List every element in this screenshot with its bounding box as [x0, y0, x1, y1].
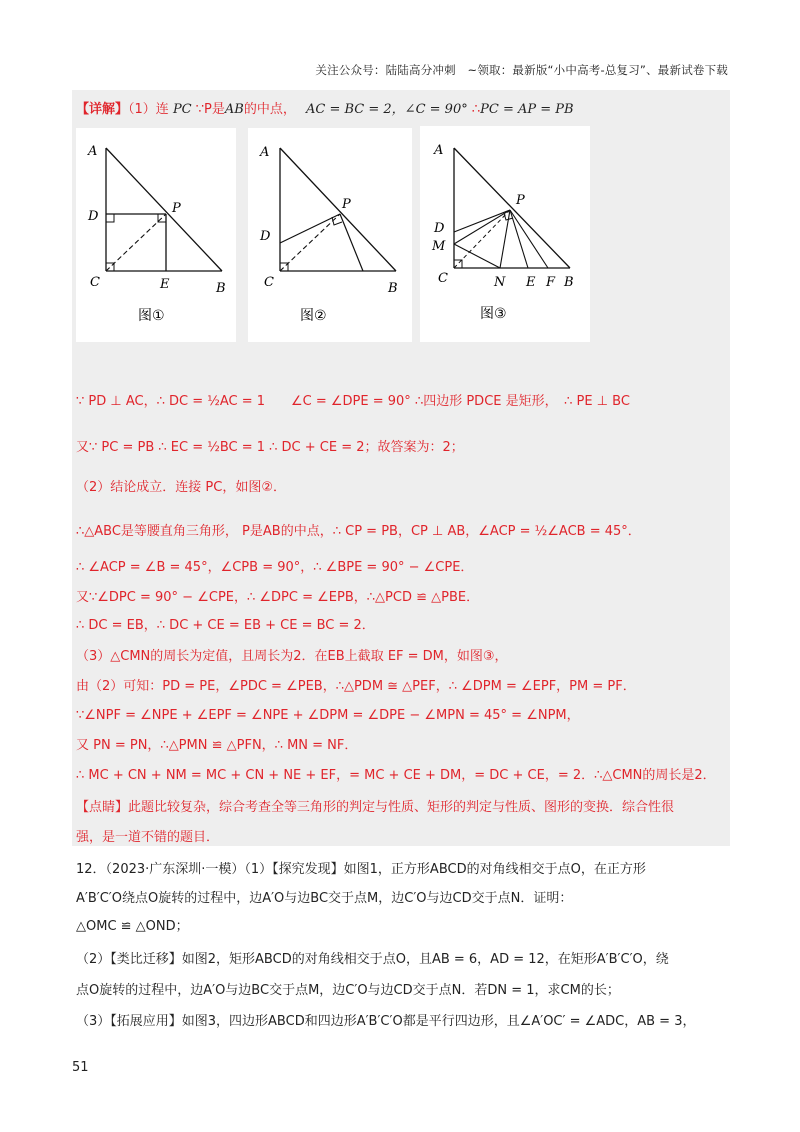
solution-line-9: （3）△CMN的周长为定值，且周长为2．在EB上截取 EF = DM，如图③，: [76, 649, 508, 664]
fig1-label-E: E: [160, 277, 170, 292]
figure-1: [76, 128, 236, 342]
solution-line-6: ∴ ∠ACP = ∠B = 45°，∠CPB = 90°，∴ ∠BPE = 90° − ∠CPE．: [76, 560, 474, 575]
problem12-line-4: （2）【类比迁移】如图2，矩形ABCD的对角线相交于点O，且AB = 6，AD = 12，在矩形A′B′C′O，绕: [76, 952, 669, 967]
fig3-label-D: D: [434, 221, 445, 236]
l1-math2: AB: [224, 102, 244, 117]
fig1-label-D: D: [88, 209, 99, 224]
fig3-label-E: E: [526, 275, 536, 290]
fig3-label-C: C: [438, 271, 448, 286]
problem12-line-6: （3）【拓展应用】如图3，四边形ABCD和四边形A′B′C′O都是平行四边形，且∠A′OC′ = ∠ADC，AB = 3，: [76, 1014, 696, 1029]
problem12-line-5: 点O旋转的过程中，边A′O与边BC交于点M，边C′O与边CD交于点N．若DN = 1，求CM的长；: [76, 983, 620, 998]
problem12-line-2: A′B′C′O绕点O旋转的过程中，边A′O与边BC交于点M，边C′O与边CD交于点N．证明：: [76, 891, 573, 906]
fig1-label-A: A: [88, 144, 98, 159]
l1-text2: ∵P是: [195, 102, 225, 117]
solution-line-14: 【点睛】此题比较复杂，综合考查全等三角形的判定与性质、矩形的判定与性质、图形的变换．综合性很: [76, 800, 675, 815]
problem12-line-1: 12．（2023·广东深圳·一模）（1）【探究发现】如图1，正方形ABCD的对角线相交于点O，在正方形: [76, 862, 646, 877]
problem12-line-3: △OMC ≌ △OND；: [76, 919, 189, 934]
fig3-label-B: B: [564, 275, 574, 290]
fig3-caption: 图③: [480, 306, 507, 322]
fig2-label-D: D: [260, 229, 271, 244]
solution-line-13: ∴ MC + CN + NM = MC + CN + NE + EF，= MC + CE + DM，= DC + CE，= 2．∴△CMN的周长是2．: [76, 768, 716, 783]
l1-math3: AC = BC = 2，∠C = 90°: [306, 102, 468, 117]
l1-text: （1）连: [128, 102, 169, 117]
page-header: 关注公众号：陆陆高分冲刺 ~领取：最新版“小中高考-总复习”、最新试卷下载: [315, 63, 728, 77]
solution-line-3: 又∵ PC = PB ∴ EC = ½BC = 1 ∴ DC + CE = 2；故答案为：2；: [76, 440, 464, 455]
fig2-label-C: C: [264, 275, 274, 290]
fig3-label-P: P: [516, 193, 525, 208]
fig3-label-N: N: [494, 275, 506, 290]
solution-line-15: 强，是一道不错的题目．: [76, 830, 220, 845]
fig3-label-M: M: [432, 239, 446, 254]
l1-math4: PC = AP = PB: [480, 102, 574, 117]
page-number: 51: [72, 1060, 89, 1075]
fig1-label-B: B: [216, 281, 226, 296]
l1-text3: 的中点，: [243, 102, 296, 117]
solution-line-11: ∵∠NPF = ∠NPE + ∠EPF = ∠NPE + ∠DPM = ∠DPE − ∠MPN = 45° = ∠NPM，: [76, 708, 580, 723]
fig1-label-P: P: [172, 201, 181, 216]
solution-line-4: （2）结论成立．连接 PC，如图②．: [76, 480, 286, 495]
fig2-label-B: B: [388, 281, 398, 296]
solution-line-12: 又 PN = PN，∴△PMN ≌ △PFN，∴ MN = NF．: [76, 738, 358, 753]
fig3-label-F: F: [546, 275, 556, 290]
l1-text4: ∴: [471, 102, 481, 117]
solution-line-1: [76, 98, 574, 117]
l1-math1: PC: [172, 102, 192, 117]
fig2-label-A: A: [260, 145, 270, 160]
fig1-caption: 图①: [138, 308, 165, 324]
solution-line-8: ∴ DC = EB，∴ DC + CE = EB + CE = BC = 2．: [76, 618, 375, 633]
figure-2: [248, 128, 412, 342]
fig3-label-A: A: [434, 143, 444, 158]
solution-line-7: 又∵∠DPC = 90° − ∠CPE，∴ ∠DPC = ∠EPB，∴△PCD ≌ △PBE．: [76, 590, 480, 605]
figure-3: [420, 126, 590, 342]
detail-tag: 【详解】: [76, 102, 129, 117]
solution-line-5: ∴△ABC是等腰直角三角形， P是AB的中点，∴ CP = PB，CP ⊥ AB，∠ACP = ½∠ACB = 45°．: [76, 524, 641, 539]
fig2-label-P: P: [342, 197, 351, 212]
solution-line-2: ∵ PD ⊥ AC，∴ DC = ½AC = 1 ∠C = ∠DPE = 90° ∴四边形 PDCE 是矩形， ∴ PE ⊥ BC: [76, 394, 630, 409]
solution-line-10: 由（2）可知：PD = PE，∠PDC = ∠PEB，∴△PDM ≅ △PEF，∴ ∠DPM = ∠EPF，PM = PF．: [76, 679, 636, 694]
fig1-label-C: C: [90, 275, 100, 290]
fig2-caption: 图②: [300, 308, 327, 324]
